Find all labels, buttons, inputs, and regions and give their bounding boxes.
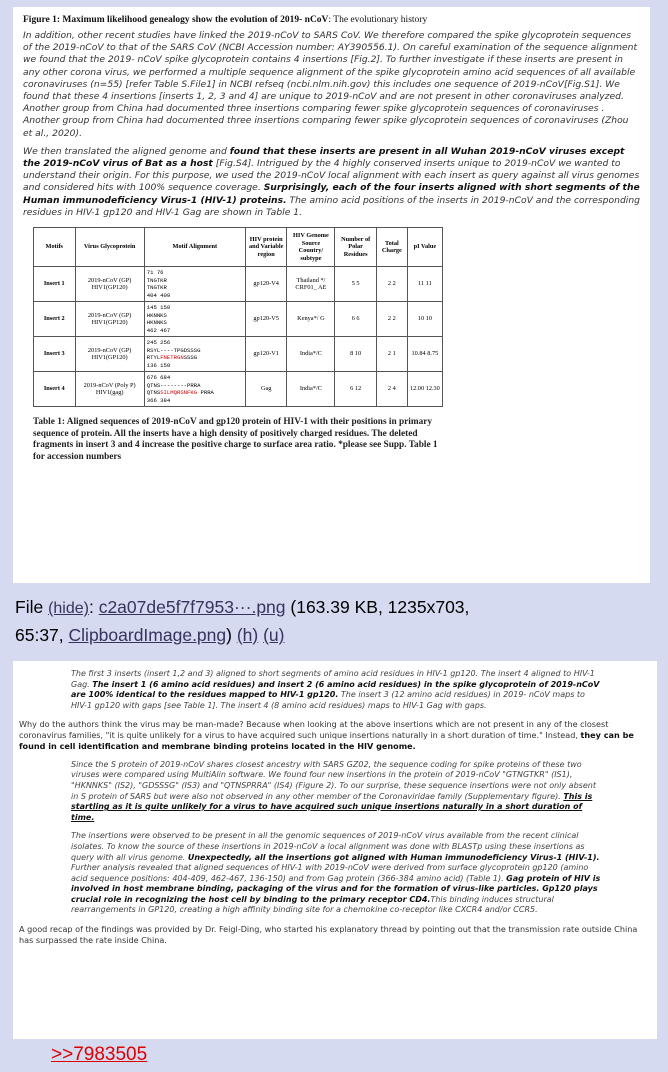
table-row [34, 267, 443, 302]
para2-text-1: We then translated the aligned genome and [23, 145, 230, 157]
cell-polar: 5 5 [335, 267, 377, 302]
cell-protein: gp120-V4 [245, 267, 287, 302]
align-start: 676 684 [146, 374, 171, 382]
cell-source: India*/C [287, 372, 335, 407]
quote3-text-3: This binding induces structural rearrangements in GP120, creating a high affinity binding site for a chemokine co-receptor like CXCR4 and/or CCR5. [71, 894, 554, 915]
quote1-bold-1: The insert 1 (6 amino acid residues) and insert 2 (6 amino acid residues) in the spike glycoprotein of 2019-nCoV are 100% identical to the residues mapped to HIV-1 gp120. [71, 679, 600, 700]
article-quote-1 [71, 669, 601, 711]
cell-virus [75, 372, 144, 407]
cell-virus-2: HIV1(gag) [95, 389, 124, 397]
align-start: 71 76 [146, 269, 164, 277]
cell-virus-1: 2019-nCoV (GP) [87, 346, 132, 354]
cell-motif: Insert 4 [34, 372, 76, 407]
cell-polar: 6 6 [335, 302, 377, 337]
align-seq-2-insert: FNETRGN [160, 354, 184, 362]
hide-image-link[interactable]: (hide) [48, 600, 89, 617]
file-label: File [15, 597, 49, 617]
cell-protein: gp120-V1 [245, 337, 287, 372]
file-name-link[interactable]: c2a07de5f7f7953···.png [98, 597, 286, 617]
para2-text-2: [Fig.S4]. Intrigued by the 4 highly conserved inserts unique to 2019-nCoV we wanted to understand their origin. For this purpose, we used the 2019-nCoV local alignment with each insert as query against all virus genomes and considered hits with 100% sequence coverage. [23, 158, 640, 194]
align-seq-2 [147, 354, 243, 362]
align-end: 404 409 [146, 291, 171, 299]
figure-caption [23, 15, 640, 25]
screenshot-article-excerpt [13, 661, 657, 1039]
align-seq-2 [147, 389, 243, 397]
cell-motif: Insert 3 [34, 337, 76, 372]
article-para1-bold: they can be found in cell identification and membrane binding proteins located in the HIV genome. [19, 730, 634, 751]
article-para1-text: Why do the authors think the virus may be man-made? Because when looking at the above insertions which are not present in any of the closest coronavirus families, "it is quite unlikely for a virus to have acquired such unique insertions naturally in a short duration of time." Instead, [19, 719, 609, 741]
hash-search-link[interactable]: (h) [236, 625, 259, 645]
quote1-text-1: The first 3 inserts (insert 1,2 and 3) aligned to short segments of amino acid residues in HIV-1 gp120. The insert 4 aligned to HIV-1 Gag. [71, 669, 595, 689]
cell-protein: gp120-V5 [245, 302, 287, 337]
cell-pi: 12.00 12.30 [407, 372, 442, 407]
cell-virus [75, 302, 144, 337]
original-filename-link[interactable]: ClipboardImage.png [68, 625, 227, 645]
align-end: 366 384 [146, 396, 171, 404]
align-seq-2-post: PRRA [197, 389, 214, 397]
para2-text-3: The amino acid positions of the inserts in 2019-nCoV and the corresponding residues in HIV-1 gp120 and HIV-1 Gag are shown in Table 1. [23, 194, 640, 218]
quote3-text-1: The insertions were observed to be present in all the genomic sequences of 2019-nCoV virus available from the recent clinical isolates. To know the source of these insertions in 2019-nCoV a local alignment was done with BLASTp using these insertions as query with all virus genome. [71, 831, 585, 862]
header-motifs: Motifs [34, 228, 76, 267]
cell-pi: 10 10 [407, 302, 442, 337]
cell-source: India*/C [287, 337, 335, 372]
align-seq-2: TNGTKR [146, 284, 167, 292]
figure-caption-bold: Maximum likelihood genealogy show the evolution of 2019- nCoV [62, 15, 329, 25]
upload-search-link[interactable]: (u) [263, 625, 285, 645]
header-polar: Number of Polar Residues [335, 228, 377, 267]
header-charge: Total Charge [376, 228, 407, 267]
cell-source: Kenya*/ G [287, 302, 335, 337]
alignment-table [33, 227, 443, 407]
cell-alignment [144, 302, 245, 337]
cell-motif: Insert 1 [34, 267, 76, 302]
file-info: File (hide): c2a07de5f7f7953···.png (163.39 KB, 1235x703, 65:37, ClipboardImage.png) (h) (u) [15, 597, 470, 645]
screenshot-paper-excerpt [13, 7, 650, 583]
cell-virus-2: HIV1(GP120) [91, 354, 128, 362]
cell-charge: 2 2 [376, 302, 407, 337]
para2-bold-1: found that these inserts are present in all Wuhan 2019-nCoV viruses except the 2019-nCoV virus of Bat as a host [23, 145, 625, 170]
align-seq-1: QTNS--------PRRA [146, 381, 201, 389]
figure-caption-rest: : The evolutionary history [328, 15, 428, 25]
cell-motif: Insert 2 [34, 302, 76, 337]
align-seq-2-insert: SILMQRSNFKG [160, 389, 198, 397]
align-seq-2-pre: RTYL [146, 354, 161, 362]
cell-alignment [144, 372, 245, 407]
table-row [34, 372, 443, 407]
post-backlink[interactable]: >>7983505 [51, 1044, 148, 1065]
cell-virus-2: HIV1(GP120) [91, 319, 128, 327]
file-meta-1: (163.39 KB, 1235x703, [285, 597, 470, 617]
cell-source: Thailand */ CRF01_ AE [287, 267, 335, 302]
cell-virus-1: 2019-nCoV (Poly P) [83, 381, 136, 389]
quote3-bold-2: Gag protein of HIV is involved in host membrane binding, packaging of the virus and for the formation of virus-like particles. Gp120 plays crucial role in recognizing the host cell by binding to the primary receptor CD4. [71, 873, 601, 904]
table-row [34, 302, 443, 337]
header-pi: pI Value [407, 228, 442, 267]
align-start: 145 150 [146, 304, 171, 312]
header-hiv-protein: HIV protein and Variable region [245, 228, 287, 267]
header-alignment: Motif Alignment [144, 228, 245, 267]
align-seq-2-post: SSSG [183, 354, 198, 362]
para2-bold-2: Surprisingly, each of the four inserts aligned with short segments of the Human immunodeficiency Virus-1 (HIV-1) proteins. [23, 182, 640, 206]
cell-virus-2: HIV1(GP120) [91, 284, 128, 292]
quote1-text-2: The insert 3 (12 amino acid residues) in 2019- nCoV maps to HIV-1 gp120 with gaps [see Table 1]. The insert 4 (8 amino acid residues) maps to HIV-1 Gag with gaps. [71, 690, 585, 710]
header-virus: Virus Glycoprotein [75, 228, 144, 267]
quote3-bold-1: Unexpectedly, all the insertions got aligned with Human immunodeficiency Virus-1 (HIV-1). [187, 852, 600, 862]
cell-charge: 2 2 [376, 267, 407, 302]
align-start: 245 256 [146, 339, 171, 347]
align-seq-1: HKNNKS [146, 311, 167, 319]
table-header-row [34, 228, 443, 267]
align-seq-1: RSYL----TPGDSSSG [146, 346, 201, 354]
align-end: 136 150 [146, 361, 171, 369]
cell-virus-1: 2019-nCoV (GP) [87, 311, 132, 319]
table-row [34, 337, 443, 372]
align-end: 462 467 [146, 326, 171, 334]
article-paragraph-1 [19, 719, 653, 751]
article-paragraph-2: A good recap of the findings was provided by Dr. Feigl-Ding, who started his explanatory thread by pointing out that the transmission rate outside China has surpassed the rate inside China. [19, 924, 638, 945]
cell-pi: 10.84 8.75 [407, 337, 442, 372]
article-quote-2 [71, 760, 601, 824]
quote2-underlined: This is startling as it is quite unlikely for a virus to have acquired such unique insertions naturally in a short duration of time. [71, 791, 593, 822]
cell-alignment [144, 267, 245, 302]
align-seq-1: TNGTKR [146, 276, 167, 284]
file-meta-2: 65:37, [15, 625, 69, 645]
align-seq-2: HKNNKS [146, 319, 167, 327]
cell-charge: 2 1 [376, 337, 407, 372]
quote2-text-1: Since the S protein of 2019-nCoV shares closest ancestry with SARS GZ02, the sequence coding for spike proteins of these two viruses were compared using MultiAlin software. We found four new insertions in the protein of 2019-nCoV "GTNGTKR" (IS1), "HKNNKS" (IS2), "GDSSSG" (IS3) and "QTNSPRRA" (IS4) (Figure 2). To our surprise, these sequence insertions were not only absent in S protein of SARS but were also not observed in any other member of the Coronaviridae family (Supplementary figure). [71, 759, 596, 801]
paper-paragraph-1: In addition, other recent studies have linked the 2019-nCoV to SARS CoV. We therefore compared the spike glycoprotein sequences of the 2019-nCoV to that of the SARS CoV (NCBI Accession number: AY390556.1). On careful examination of the sequence alignment we found that the 2019- nCoV spike glycoprotein contains 4 insertions [Fig.2]. To further investigate if these inserts are present in any other corona virus, we performed a multiple sequence alignment of the spike glycoprotein amino acid sequences of all available coronaviruses (n=55) [refer Table S.File1] in NCBI refseq (ncbi.nlm.nih.gov) this includes one sequence of 2019-nCoV[Fig.S1]. We found that these 4 insertions [inserts 1, 2, 3 and 4] are unique to 2019-nCoV and are not present in other coronaviruses analyzed. Another group from China had documented three insertions comparing fewer spike glycoprotein sequences of coronaviruses . Another group from China had documented three insertions comparing fewer spike glycoprotein sequences of coronaviruses (Zhou et al., 2020). [23, 30, 638, 139]
header-genome-source: HIV Genome Source Country/ subtype [287, 228, 335, 267]
cell-protein: Gag [245, 372, 287, 407]
cell-virus [75, 267, 144, 302]
paper-paragraph-2 [23, 146, 640, 219]
cell-alignment [144, 337, 245, 372]
cell-virus-1: 2019-nCoV (GP) [87, 276, 132, 284]
quote3-text-2: Further analysis revealed that aligned sequences of HIV-1 with 2019-nCoV were derived from surface glycoprotein gp120 (amino acid sequence positions: 404-409, 462-467, 136-150) and from Gag protein (366-384 amino acid) (Table 1). [71, 863, 589, 883]
article-quote-3 [71, 831, 601, 916]
cell-virus [75, 337, 144, 372]
table-caption: Table 1: Aligned sequences of 2019-nCoV and gp120 protein of HIV-1 with their positions in primary sequence of protein. All the inserts have a high density of positively charged residues. The deleted fragments in insert 3 and 4 increase the positive charge to surface area ratio. *please see Supp. Table 1 for accession numbers [33, 417, 438, 462]
figure-caption-label: Figure 1: [23, 15, 61, 25]
cell-pi: 11 11 [407, 267, 442, 302]
cell-charge: 2 4 [376, 372, 407, 407]
cell-polar: 6 12 [335, 372, 377, 407]
cell-polar: 8 10 [335, 337, 377, 372]
align-seq-2-pre: QTNS [146, 389, 161, 397]
